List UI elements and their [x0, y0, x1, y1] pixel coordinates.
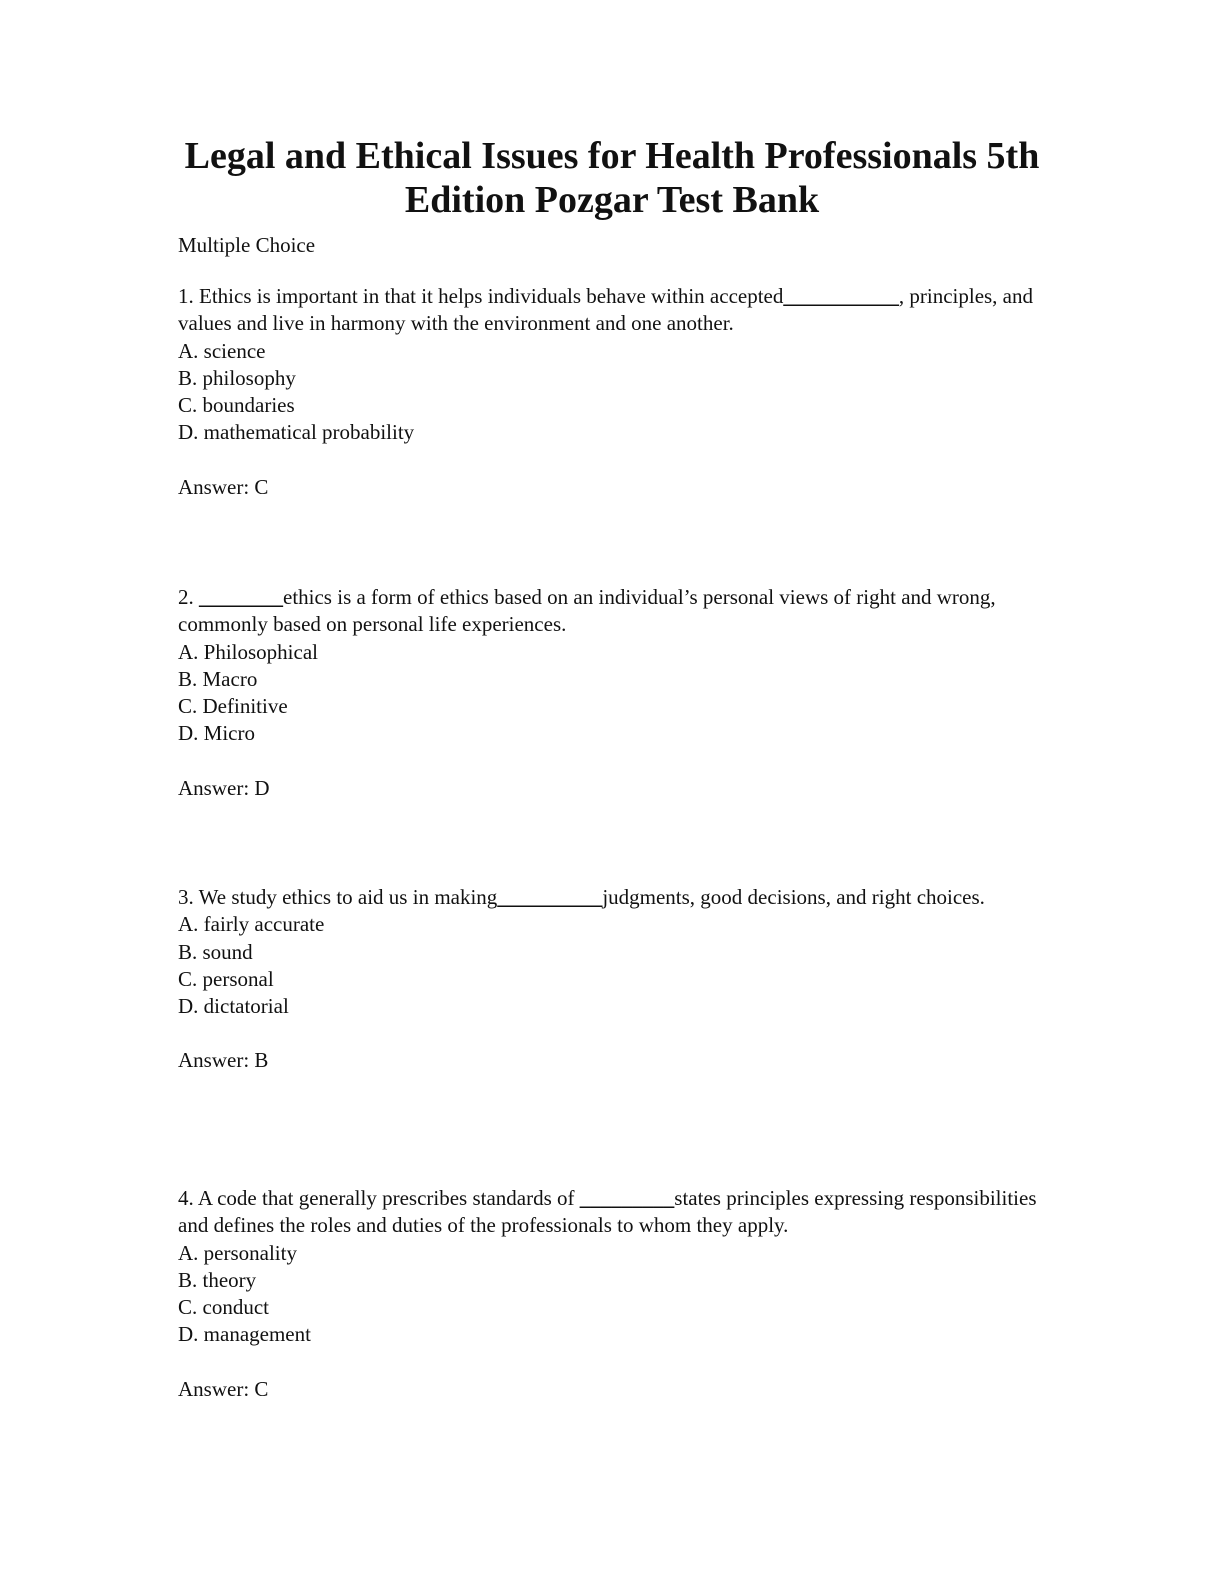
fill-in-blank: _________: [579, 1186, 675, 1210]
question-1: [178, 283, 1058, 501]
answer-option: D. dictatorial: [178, 994, 289, 1019]
question-stem: [178, 584, 1058, 639]
answer-option: C. boundaries: [178, 393, 295, 418]
answer-option: A. personality: [178, 1240, 297, 1265]
stem-before: 4. A code that generally prescribes standards of: [178, 1186, 580, 1210]
answer-option: A. Philosophical: [178, 639, 318, 664]
answer-option: C. Definitive: [178, 694, 288, 719]
stem-after: ethics is a form of ethics based on an individual’s personal views of right and wrong, commonly based on personal life experiences.: [178, 585, 996, 637]
stem-before: 3. We study ethics to aid us in making: [178, 885, 498, 909]
answer-option: C. personal: [178, 966, 274, 991]
answer-key: Answer: C: [178, 1376, 269, 1401]
question-stem: [178, 283, 1058, 338]
question-4: [178, 1185, 1058, 1403]
answer-option: B. theory: [178, 1267, 257, 1292]
question-2: [178, 584, 1058, 802]
stem-before: 1. Ethics is important in that it helps individuals behave within accepted: [178, 284, 784, 308]
answer-key: Answer: B: [178, 1048, 269, 1073]
answer-option: B. philosophy: [178, 365, 296, 390]
question-stem: [178, 884, 1058, 911]
fill-in-blank: __________: [497, 885, 603, 909]
answer-option: D. Micro: [178, 721, 255, 746]
title-line-2: Edition Pozgar Test Bank: [404, 179, 820, 221]
answer-option: B. Macro: [178, 666, 258, 691]
answer-option: C. conduct: [178, 1295, 269, 1320]
stem-after: judgments, good decisions, and right choices.: [602, 885, 985, 909]
question-3: [178, 884, 1058, 1075]
question-stem: [178, 1185, 1058, 1240]
answer-option: D. management: [178, 1322, 311, 1347]
fill-in-blank: ___________: [783, 284, 899, 308]
answer-option: A. fairly accurate: [178, 912, 325, 937]
stem-after: , principles, and values and live in harmony with the environment and one another.: [178, 284, 1034, 336]
document-title: [0, 134, 1224, 222]
answer-key: Answer: C: [178, 474, 269, 499]
answer-option: A. science: [178, 338, 266, 363]
answer-key: Answer: D: [178, 775, 270, 800]
answer-option: D. mathematical probability: [178, 420, 415, 445]
answer-option: B. sound: [178, 939, 253, 964]
title-line-1: Legal and Ethical Issues for Health Professionals 5th: [184, 135, 1040, 177]
stem-after: states principles expressing responsibilities and defines the roles and duties of the professionals to whom they apply.: [178, 1186, 1037, 1238]
fill-in-blank: ________: [199, 585, 283, 609]
stem-before: 2.: [178, 585, 199, 609]
section-heading: Multiple Choice: [178, 233, 316, 257]
